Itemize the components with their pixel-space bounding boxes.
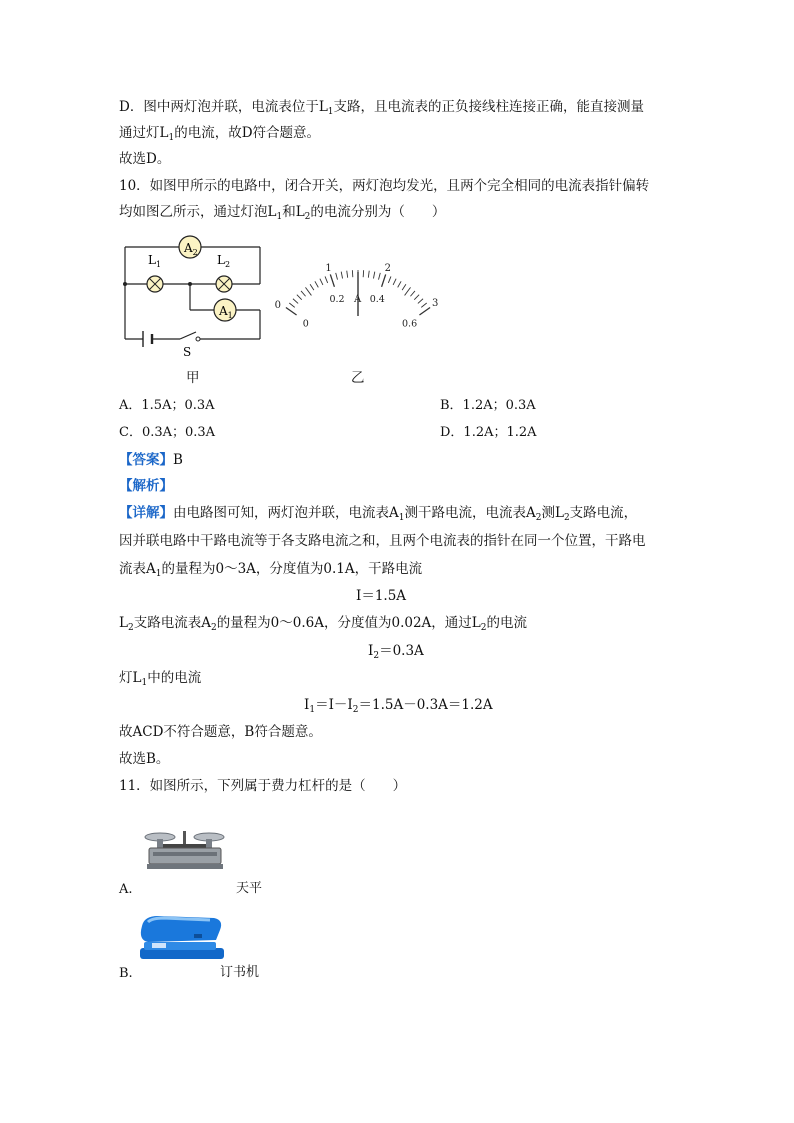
prev-option-d-line1: D．图中两灯泡并联，电流表位于$L_1$支路，且电流表的正负接线柱连接正确，能直接测量 <box>119 99 645 117</box>
dial-tick <box>382 274 386 286</box>
svg-text:A2: $A_2$ <box>184 241 198 257</box>
balance-scale-image <box>143 826 228 874</box>
q10-option-d[interactable]: D．1.2A；1.2A <box>440 425 537 440</box>
prev-option-d-line2: 通过灯$L_1$的电流，故D符合题意。 <box>119 125 321 143</box>
detail-line3: 流表$A_1$的量程为0～3A，分度值为0.1A，干路电流 <box>119 561 423 579</box>
dial-tick <box>405 287 411 295</box>
dial-unit-label: A <box>354 294 362 305</box>
ammeter-a2 <box>179 236 201 258</box>
svg-text:L1: $L_1$ <box>148 253 162 269</box>
circuit-diagram <box>110 232 270 362</box>
q11-option-b-text: 订书机 <box>220 965 260 980</box>
svg-text:A1: $A_1$ <box>219 304 233 320</box>
dial-tick <box>293 299 298 304</box>
dial-tick <box>286 308 297 315</box>
dial-tick <box>301 291 306 296</box>
dial-tick <box>325 276 328 282</box>
dial-tick <box>347 271 348 278</box>
q10-stem-line2: 均如图乙所示，通过灯泡$L_1$和$L_2$的电流分别为（ ） <box>119 204 446 222</box>
lamp-l1 <box>147 253 163 292</box>
detail-line5: 灯$L_1$中的电流 <box>119 670 202 688</box>
dial-tick <box>414 295 419 300</box>
dial-tick <box>398 281 401 287</box>
dial-tick <box>310 284 314 290</box>
dial-tick <box>419 308 430 315</box>
detail-line1: 【详解】由电路图可知，两灯泡并联，电流表$A_1$测干路电流，电流表$A_2$测$L_2$支路电流， <box>119 505 638 523</box>
detail-line6: 故ACD不符合题意，B符合题意。 <box>119 724 322 740</box>
dial-bottom-label: 0.6 <box>402 318 418 330</box>
dial-top-label: 1 <box>325 262 332 274</box>
dial-tick <box>421 303 426 307</box>
q11-option-a-text: 天平 <box>236 881 263 896</box>
switch-contact <box>196 337 200 341</box>
q10-option-c[interactable]: C．0.3A；0.3A <box>119 425 216 440</box>
dial-bottom-label: 0.2 <box>329 294 345 306</box>
dial-outer-zero: 0 <box>274 300 282 312</box>
dial-tick <box>373 272 374 279</box>
dial-tick <box>305 287 311 295</box>
switch-label: S <box>183 345 192 359</box>
svg-text:L2: $L_2$ <box>217 253 231 269</box>
dial-tick <box>320 279 323 285</box>
dial-top-label: 2 <box>384 262 391 274</box>
q10-option-b[interactable]: B．1.2A；0.3A <box>440 398 536 413</box>
ammeter-dial <box>274 240 440 330</box>
dial-tick <box>368 271 369 278</box>
prev-choice: 故选D。 <box>119 151 171 167</box>
lamp-l2 <box>216 253 232 292</box>
dial-bottom-label: 0 <box>302 318 309 330</box>
figure-label-jia: 甲 <box>186 370 200 386</box>
dial-tick <box>330 274 334 286</box>
ammeter-a1 <box>214 299 236 321</box>
analysis-label: 【解析】 <box>119 478 173 494</box>
dial-tick <box>388 276 391 282</box>
q11-stem: 11．如图所示，下列属于费力杠杆的是（ ） <box>119 778 407 794</box>
dial-tick <box>336 273 338 280</box>
equation-2: $I_2=0.3A$ <box>368 643 424 661</box>
dial-tick <box>402 284 406 290</box>
dial-tick <box>393 279 396 285</box>
stapler-image <box>134 912 226 962</box>
detail-line2: 因并联电路中干路电流等于各支路电流之和，且两个电流表的指针在同一个位置，干路电 <box>119 533 646 549</box>
q11-option-a-letter[interactable]: A. <box>119 882 133 897</box>
q10-stem-line1: 10．如图甲所示的电路中，闭合开关，两灯泡均发光，且两个完全相同的电流表指针偏转 <box>119 178 650 194</box>
q11-option-b-letter[interactable]: B. <box>119 966 133 981</box>
dial-bottom-label: 0.4 <box>369 294 385 306</box>
q10-choice: 故选B。 <box>119 751 170 767</box>
detail-label: 【详解】 <box>119 505 173 521</box>
dial-tick <box>289 303 294 307</box>
dial-top-label: 3 <box>432 298 439 310</box>
dial-tick <box>418 299 423 304</box>
equation-3: $I_1=I-I_2=1.5A-0.3A=1.2A$ <box>304 697 493 715</box>
dial-tick <box>379 273 381 280</box>
equation-1: I＝1.5A <box>356 588 407 604</box>
detail-line4: $L_2$支路电流表$A_2$的量程为0～0.6A，分度值为0.02A，通过$L_2$的电流 <box>119 615 528 633</box>
dial-tick <box>341 272 342 279</box>
figure-label-yi: 乙 <box>351 370 365 386</box>
dial-tick <box>315 281 318 287</box>
q10-option-a[interactable]: A．1.5A；0.3A <box>119 398 215 413</box>
dial-tick <box>297 295 302 300</box>
answer-line: 【答案】B <box>119 452 183 468</box>
dial-tick <box>410 291 415 296</box>
